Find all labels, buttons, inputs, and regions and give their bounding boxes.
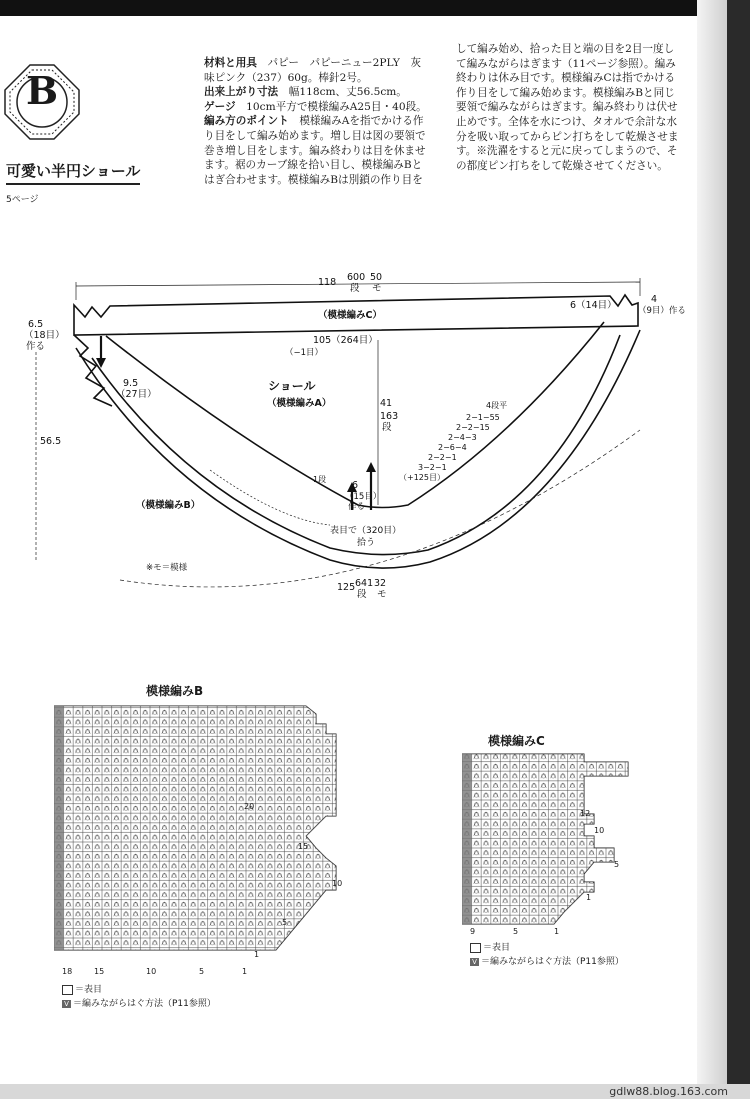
chart-b-col-number: 15 bbox=[94, 967, 105, 976]
chart-b-title: 模様編みB bbox=[146, 684, 204, 698]
increase-row: 2−6−4 bbox=[438, 443, 467, 452]
pattern-note: ※モ＝模様 bbox=[146, 563, 188, 573]
chart-c-title: 模様編みC bbox=[488, 734, 545, 748]
chart-c-legend-knit: ＝表目 bbox=[470, 940, 510, 953]
increase-row: 3−2−1 bbox=[418, 463, 447, 472]
top-rows-label: 段 bbox=[350, 283, 360, 294]
chart-b-grid bbox=[54, 698, 344, 968]
center-cast-on-label: 作る bbox=[348, 502, 366, 512]
join-symbol-icon: V bbox=[62, 1000, 71, 1008]
top-width-label: 118 bbox=[318, 277, 337, 288]
side-width-label: 9.5 bbox=[123, 378, 139, 389]
bottom-pattern-unit: モ bbox=[377, 589, 387, 600]
center-rows-unit: 段 bbox=[382, 422, 392, 433]
center-stitch-label: （15目） bbox=[345, 492, 382, 502]
chart-b-col-number: 18 bbox=[62, 967, 73, 976]
inner-width-label: 105（264目） bbox=[313, 335, 378, 346]
page-reference: 5ページ bbox=[6, 195, 39, 205]
pattern-a-label: （模様編みA） bbox=[267, 398, 332, 409]
top-pattern-unit: モ bbox=[372, 283, 382, 294]
instruction-line: 要領で編みながらはぎます。編み終わりは伏せ bbox=[456, 101, 678, 114]
instruction-line: す。※洗濯をすると元に戻ってしまうので、そ bbox=[456, 145, 678, 158]
instruction-line: 出来上がり寸法 幅118cm、丈56.5cm。 bbox=[204, 86, 407, 99]
bottom-rows-label: 段 bbox=[357, 589, 367, 600]
right-nine-label: （9目）作る bbox=[638, 306, 686, 316]
instruction-line: 止めです。全体を水につけ、タオルで余計な水 bbox=[456, 115, 677, 128]
instruction-line: 編み方のポイント 模様編みAを指でかける作 bbox=[204, 115, 424, 128]
join-symbol-icon: V bbox=[470, 958, 479, 966]
chart-c-row-number: 10 bbox=[594, 826, 605, 835]
chart-b-row-number: 1 bbox=[254, 950, 260, 959]
shawl-label: ショール bbox=[268, 379, 316, 393]
increase-row: 2−4−3 bbox=[448, 433, 477, 442]
right-stitch-label: 6（14目） bbox=[570, 300, 617, 311]
chart-c-col-number: 5 bbox=[513, 927, 519, 936]
chart-b-legend-knit: ＝表目 bbox=[62, 982, 102, 995]
chart-b-col-number: 10 bbox=[146, 967, 157, 976]
chart-b-row-number: 20 bbox=[244, 802, 255, 811]
decrease-label: （−1目） bbox=[285, 348, 324, 358]
chart-b-col-number: 5 bbox=[199, 967, 205, 976]
instruction-line: の都度ピン打ちをして乾燥させてください。 bbox=[456, 159, 668, 172]
top-pattern-count: 50 bbox=[370, 272, 383, 283]
chart-b-row-number: 10 bbox=[332, 879, 343, 888]
increase-row: 2−1−55 bbox=[466, 413, 500, 422]
bottom-stitch-count: 641 bbox=[355, 578, 374, 589]
chart-c-row-number: 12 bbox=[580, 809, 591, 818]
instruction-line: 終わりは休み目です。模様編みCは指でかける bbox=[456, 72, 676, 85]
pattern-b-label: （模様編みB） bbox=[136, 500, 201, 511]
chart-b-col-number: 1 bbox=[242, 967, 248, 976]
chart-c-legend-join: V ＝編みながらはぐ方法（P11参照） bbox=[470, 954, 624, 967]
increase-row: 2−2−15 bbox=[456, 423, 490, 432]
chart-c-grid bbox=[462, 752, 632, 932]
instruction-line: て編みながらはぎます（11ページ参照）。編み bbox=[456, 57, 676, 70]
instruction-line: り目をして編み始めます。増し目は図の要領で bbox=[204, 129, 426, 142]
increase-header: 4段平 bbox=[486, 401, 508, 410]
pattern-c-label: （模様編みC） bbox=[318, 310, 382, 321]
top-stitch-count: 600 bbox=[347, 272, 366, 283]
instruction-line: ます。裾のカーブ線を拾い目し、模様編みBと bbox=[204, 159, 423, 172]
chart-b-row-number: 5 bbox=[282, 918, 288, 927]
instruction-line: ゲージ 10cm平方で模様編みA25目・40段。 bbox=[204, 100, 427, 113]
instruction-line: はぎ合わせます。模様編みBは別鎖の作り目を bbox=[204, 173, 423, 186]
pickup-label-line1: 表目で（320目） bbox=[330, 526, 402, 536]
center-width-label: 6 bbox=[352, 480, 359, 491]
footer-watermark-url: gdlw88.blog.163.com bbox=[609, 1085, 728, 1098]
chart-c-row-number: 5 bbox=[614, 860, 620, 869]
chart-c-col-number: 1 bbox=[554, 927, 560, 936]
chart-b-legend-join: V ＝編みながらはぐ方法（P11参照） bbox=[62, 996, 216, 1009]
increase-row: 2−2−1 bbox=[428, 453, 457, 462]
badge-letter: B bbox=[25, 68, 59, 113]
instruction-line: 巻き増し目をします。編み終わりは目を休ませ bbox=[204, 144, 426, 157]
knit-symbol-icon bbox=[470, 943, 481, 953]
side-stitch-label: （27目） bbox=[116, 389, 157, 400]
chart-c-row-number: 1 bbox=[586, 893, 592, 902]
instruction-line: 材料と用具 パピー パピーニュー2PLY 灰 bbox=[204, 57, 422, 69]
bottom-width-label: 125 bbox=[337, 582, 356, 593]
chart-b-row-number: 15 bbox=[298, 842, 309, 851]
center-rows-label: 41 bbox=[380, 398, 393, 409]
center-rows-count: 163 bbox=[380, 411, 399, 422]
instruction-line: 分を吸い取ってからピン打ちをして乾燥させま bbox=[456, 130, 679, 143]
bottom-pattern-count: 32 bbox=[374, 578, 387, 589]
one-row-label: 1段 bbox=[313, 475, 327, 484]
height-label: 56.5 bbox=[40, 436, 62, 447]
right-four-label: 4 bbox=[651, 294, 658, 305]
chart-c-col-number: 9 bbox=[470, 927, 476, 936]
instruction-line: 味ピンク（237）60g。棒針2号。 bbox=[204, 71, 368, 84]
knit-symbol-icon bbox=[62, 985, 73, 995]
left-width-label: 6.5 bbox=[28, 319, 44, 330]
instruction-line: して編み始め、拾った目と端の目を2目一度し bbox=[456, 43, 675, 55]
instruction-line: 作り目をして編み始めます。模様編みBと同じ bbox=[456, 86, 675, 99]
left-stitch-label: （18目） bbox=[24, 330, 65, 341]
page-title: 可愛い半円ショール bbox=[6, 160, 140, 185]
left-cast-on-label: 作る bbox=[26, 341, 46, 352]
pickup-label-line2: 拾う bbox=[357, 538, 376, 548]
increase-total: （+125目） bbox=[399, 473, 445, 482]
